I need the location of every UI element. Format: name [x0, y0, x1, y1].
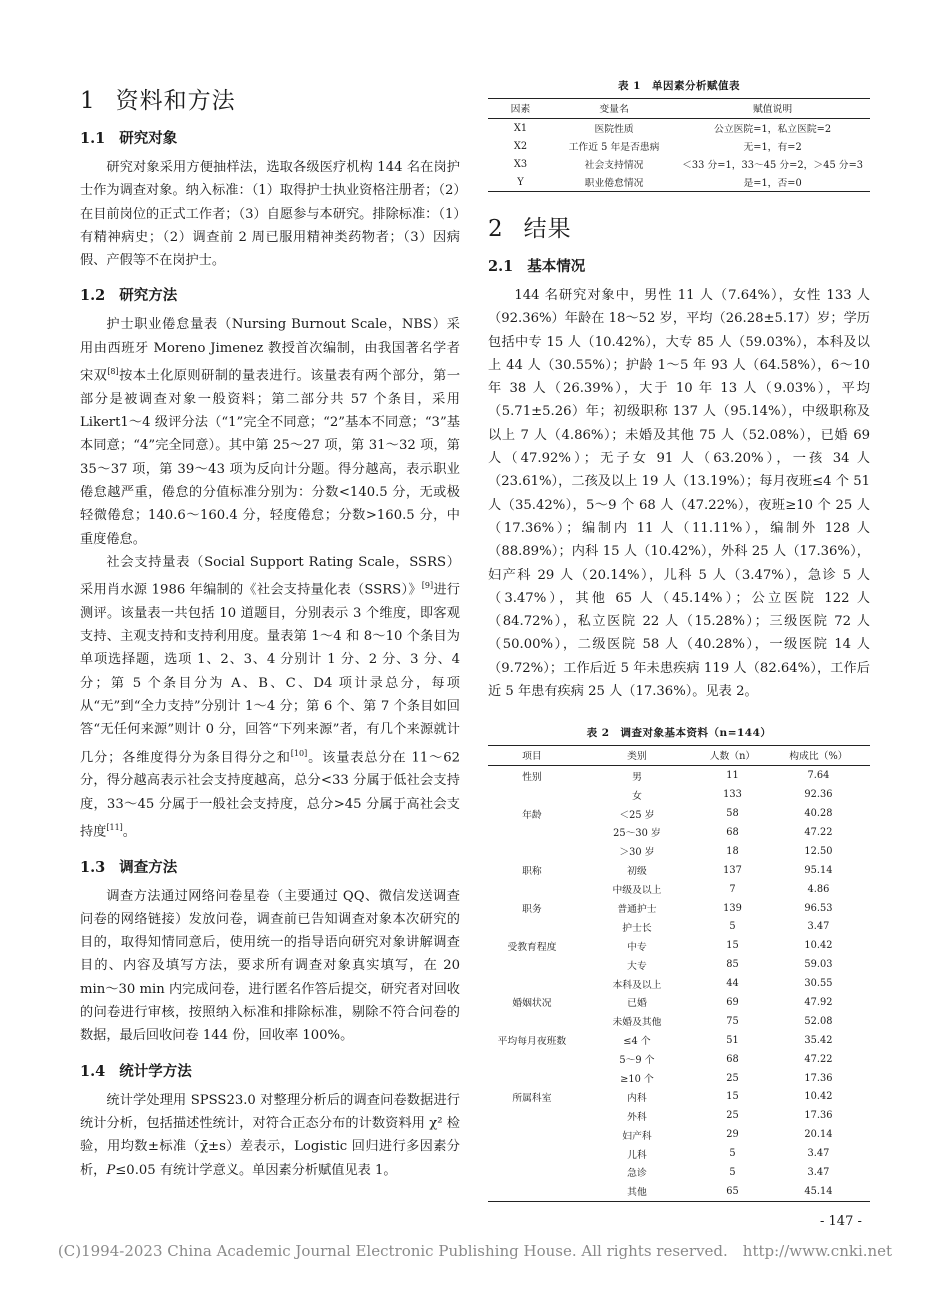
table-cell: 5～9 个 [619, 1055, 655, 1067]
table-cell: 儿科 [627, 1149, 647, 1161]
section-1-4-heading: 1.4 统计学方法 [80, 1062, 192, 1080]
table-1-header: 变量名 [553, 99, 675, 119]
table-cell: 35.42 [804, 1034, 833, 1046]
table-cell: 男 [632, 771, 642, 783]
table-cell: 25 [726, 1110, 739, 1122]
table-2-header: 项目 [488, 746, 576, 766]
table-cell [488, 1069, 576, 1088]
section-1-1-heading: 1.1 研究对象 [80, 130, 178, 147]
table-cell: 85 [726, 959, 739, 971]
table-cell: 初级 [627, 866, 647, 878]
ssrs-paragraph: 社会支持量表（Social Support Rating Scale，SSRS）采用肖水源 1986 年编制的《社会支持量化表（SSRS）》[9]进行测评。该量表一共包括 10 道题目，分别表示 3 个维度，即客观支持、主观支持和支持利用度。量表第 1～4 和 8～10 个条目为单项选择题，选项 1、2、3、4 分别计 1 分、2 分、3 分、4 分；第 5 个条目分为 A、B、C、D4 项计录总分，每项从“无”到“全力支持”分别计 1～4 分；第 6 个、第 7 个条目如回答“无任何来源”则计 0 分，回答“下列来源”者，有几个来源就计几分；各维度得分为条目得分之和[10]。该量表总分在 11～62 分，得分越高表示社会支持度越高，总分<33 分属于低社会支持度，33～45 分属于一般社会支持度，总分>45 分属于高社会支持度[11]。 [80, 554, 460, 840]
table-cell: 68 [726, 1053, 739, 1065]
table-cell: 25～30 岁 [613, 828, 661, 840]
table-cell: 所属科室 [512, 1092, 552, 1104]
table-cell: 本科及以上 [612, 979, 662, 991]
table-cell [488, 974, 576, 993]
table-cell [488, 823, 576, 842]
table-cell: 公立医院=1，私立医院=2 [714, 124, 832, 135]
table-1-header: 因素 [488, 99, 553, 119]
table-cell: 5 [729, 921, 736, 933]
table-2 [488, 745, 870, 1201]
table-cell: 社会支持情况 [584, 160, 644, 171]
table-row [488, 804, 870, 823]
table-cell: 59.03 [804, 959, 833, 971]
table-row [488, 1106, 870, 1125]
table-cell: 5 [729, 1166, 736, 1178]
table-cell: 大专 [627, 960, 647, 972]
section-2-heading: 2 结果 [488, 216, 572, 242]
table-row [488, 119, 870, 138]
table-cell: 12.50 [804, 845, 833, 857]
table-cell: 外科 [627, 1111, 647, 1123]
table-cell: 年龄 [522, 809, 542, 821]
table-cell [488, 1144, 576, 1163]
table-cell: 137 [723, 864, 742, 876]
table-cell: X3 [513, 158, 528, 170]
table-row [488, 1144, 870, 1163]
table-cell: 47.22 [804, 826, 833, 838]
table-cell: 92.36 [804, 789, 833, 801]
table-2-header: 人数（n） [698, 746, 767, 766]
table-cell: X1 [513, 122, 528, 134]
table-cell [488, 955, 576, 974]
copyright-notice: (C)1994-2023 China Academic Journal Electronic Publishing House. All rights reserved. http://www.cnki.net [57, 1242, 893, 1260]
table-row [488, 137, 870, 155]
table-row [488, 861, 870, 880]
table-cell: 婚姻状况 [512, 998, 552, 1010]
table-cell: 内科 [627, 1092, 647, 1104]
table-1 [488, 98, 870, 192]
table-cell: 44 [726, 978, 739, 990]
table-cell: 平均每月夜班数 [497, 1036, 567, 1048]
table-cell: 其他 [627, 1187, 647, 1199]
table-cell: 普通护士 [617, 904, 657, 916]
table-cell: 58 [726, 808, 739, 820]
table-cell: 47.92 [804, 996, 833, 1008]
table-row [488, 917, 870, 936]
section-2-1-heading: 2.1 基本情况 [488, 258, 586, 275]
table-cell: 17.36 [804, 1110, 833, 1122]
table-row [488, 1012, 870, 1031]
table-cell: 30.55 [804, 978, 833, 990]
table-1-header: 赋值说明 [675, 99, 870, 119]
citation-10: [10] [290, 748, 308, 758]
table-row [488, 993, 870, 1012]
table-row [488, 880, 870, 899]
table-cell: X2 [513, 140, 528, 152]
table-cell: 工作近 5 年是否患病 [568, 142, 660, 153]
table-row [488, 1163, 870, 1182]
table-cell: 3.47 [807, 921, 830, 933]
table-cell: 139 [723, 902, 742, 914]
table-cell: 护士长 [622, 922, 652, 934]
table-cell: 医院性质 [594, 124, 634, 135]
table-cell: 15 [726, 940, 739, 952]
table-cell: 47.22 [804, 1053, 833, 1065]
table-cell: 10.42 [804, 1091, 833, 1103]
table-cell: 75 [726, 1015, 739, 1027]
table-cell: 4.86 [807, 883, 830, 895]
section-2-1-paragraph: 144 名研究对象中，男性 11 人（7.64%），女性 133 人（92.36%）年龄在 18～52 岁，平均（26.28±5.17）岁；学历包括中专 15 人（10.42%），大专 85 人（59.03%），本科及以上 44 人（30.55%）；护龄 1～5 年 93 人（64.58%），6～10 年 38 人（26.39%），大于 10 年 13 人（9.03%），平均（5.71±5.26）年；初级职称 137 人（95.14%），中级职称及以上 7 人（4.86%）；未婚及其他 75 人（52.08%），已婚 69 人（47.92%）；无子女 91 人（63.20%），一孩 34 人（23.61%），二孩及以上 19 人（13.19%）；每月夜班≤4 个 51 人（35.42%），5～9 个 68 人（47.22%），夜班≥10 个 25 人（17.36%）；编制内 11 人（11.11%），编制外 128 人（88.89%）；内科 15 人（10.42%），外科 25 人（17.36%），妇产科 29 人（20.14%），儿科 5 人（3.47%），急诊 5 人（3.47%），其他 65 人（45.14%）；公立医院 122 人（84.72%），私立医院 22 人（15.28%）；三级医院 72 人（50.00%），二级医院 58 人（40.28%），一级医院 14 人（9.72%）；工作后近 5 年未患疾病 119 人（82.64%），工作后近 5 年患有疾病 25 人（17.36%）。见表 2。 [488, 288, 870, 700]
table-cell: 10.42 [804, 940, 833, 952]
section-1-3-heading: 1.3 调查方法 [80, 858, 178, 876]
section-1-1-paragraph: 研究对象采用方便抽样法，选取各级医疗机构 144 名在岗护士作为调查对象。纳入标准：（1）取得护士执业资格注册者；（2）在目前岗位的正式工作者；（3）自愿参与本研究。排除标准：（1）有精神病史；（2）调查前 2 周已服用精神类药物者；（3）因病假、产假等不在岗护士。 [80, 160, 460, 269]
table-2-caption: 表 2 调查对象基本资料（n=144） [586, 727, 772, 740]
table-row [488, 974, 870, 993]
table-cell: 未婚及其他 [612, 1017, 662, 1029]
table-1-caption: 表 1 单因素分析赋值表 [618, 80, 740, 92]
table-row [488, 1069, 870, 1088]
table-cell: 妇产科 [622, 1130, 652, 1142]
table-cell: 29 [726, 1129, 739, 1141]
table-cell: ＞30 岁 [619, 847, 655, 859]
citation-11: [11] [106, 822, 123, 832]
table-cell: 3.47 [807, 1148, 830, 1160]
table-cell [488, 1012, 576, 1031]
table-cell: 3.47 [807, 1166, 830, 1178]
citation-9: [9] [421, 581, 434, 591]
table-cell: 职业倦怠情况 [584, 178, 644, 189]
table-cell: 性别 [522, 771, 542, 783]
table-cell: ＜33 分=1，33～45 分=2，＞45 分=3 [682, 160, 864, 171]
table-cell: 已婚 [627, 998, 647, 1010]
right-column [488, 78, 870, 1202]
table-cell [488, 842, 576, 861]
table-cell: ≥10 个 [620, 1074, 654, 1086]
table-row [488, 936, 870, 955]
table-row [488, 1031, 870, 1050]
table-cell: 女 [632, 790, 642, 802]
table-row [488, 1050, 870, 1069]
table-cell: 45.14 [804, 1185, 833, 1197]
table-cell [488, 880, 576, 899]
table-cell: 5 [729, 1148, 736, 1160]
table-row [488, 155, 870, 173]
table-cell [488, 1106, 576, 1125]
table-row [488, 823, 870, 842]
table-cell [488, 1182, 576, 1201]
table-cell: 11 [726, 770, 739, 782]
table-cell: 96.53 [804, 902, 833, 914]
table-row [488, 785, 870, 804]
page-number: - 147 - [820, 1214, 862, 1229]
table-cell: 52.08 [804, 1015, 833, 1027]
table-cell: 51 [726, 1034, 739, 1046]
table-cell [488, 1050, 576, 1069]
table-row [488, 766, 870, 785]
table-cell: 是=1，否=0 [743, 178, 802, 189]
section-1-2-heading: 1.2 研究方法 [80, 287, 178, 305]
table-row [488, 1182, 870, 1201]
table-cell [488, 1163, 576, 1182]
table-cell: 95.14 [804, 864, 833, 876]
table-cell: 25 [726, 1072, 739, 1084]
table-cell: 急诊 [627, 1168, 647, 1180]
table-cell: 无=1，有=2 [743, 142, 802, 153]
nbs-paragraph: 护士职业倦怠量表（Nursing Burnout Scale，NBS）采用由西班牙 Moreno Jimenez 教授首次编制，由我国著名学者宋双[8]按本土化原则研制的量表进行。该量表有两个部分，第一部分是被调查对象一般资料；第二部分共 57 个条目，采用 Likert1～4 级评分法（“1”完全不同意；“2”基本不同意；“3”基本同意；“4”完全同意）。其中第 25～27 项，第 31～32 项，第 35～37 项，第 39～43 项为反向计分题。得分越高，表示职业倦怠越严重，倦怠的分值标准分别为：分数<140.5 分，无或极轻微倦怠；140.6～160.4 分，轻度倦怠；分数>160.5 分，中重度倦怠。 [80, 317, 461, 547]
table-cell: 7 [729, 883, 736, 895]
section-1-4-paragraph: 统计学处理用 SPSS23.0 对整理分析后的调查问卷数据进行统计分析，包括描述性统计，对符合正态分布的计数资料用 χ² 检验，用均数±标准（χ̄±s）差表示，Logistic 回归进行多因素分析，P≤0.05 有统计学意义。单因素分析赋值见表 1。 [80, 1092, 460, 1178]
table-row [488, 173, 870, 192]
table-cell: 15 [726, 1091, 739, 1103]
table-cell: 中级及以上 [612, 885, 662, 897]
table-cell: 20.14 [804, 1129, 833, 1141]
table-cell [488, 785, 576, 804]
table-cell: 18 [726, 845, 739, 857]
table-row [488, 842, 870, 861]
table-cell: 69 [726, 996, 739, 1008]
table-cell: 17.36 [804, 1072, 833, 1084]
table-row [488, 1087, 870, 1106]
table-cell: 133 [723, 789, 742, 801]
section-1-heading: 1 资料和方法 [80, 88, 236, 114]
table-cell: ＜25 岁 [619, 809, 655, 821]
table-cell: 中专 [627, 941, 647, 953]
table-2-header: 类别 [576, 746, 698, 766]
table-cell: 7.64 [807, 770, 830, 782]
section-1-3-paragraph: 调查方法通过网络问卷星卷（主要通过 QQ、微信发送调查问卷的网络链接）发放问卷，调查前已告知调查对象本次研究的目的，取得知情同意后，使用统一的指导语向研究对象讲解调查目的、内容及填写方法，要求所有调查对象真实填写，在 20 min～30 min 内完成问卷，进行匿名作答后提交，研究者对回收的问卷进行审核，按照纳入标准和排除标准，剔除不符合问卷的数据，最后回收问卷 144 份，回收率 100%。 [80, 888, 460, 1044]
table-cell: 职务 [522, 904, 542, 916]
table-cell: ≤4 个 [623, 1036, 651, 1048]
table-row [488, 955, 870, 974]
table-cell: 受教育程度 [507, 941, 557, 953]
citation-8: [8] [107, 367, 119, 377]
table-cell: 40.28 [804, 808, 833, 820]
table-2-header: 构成比（%） [767, 746, 870, 766]
table-cell: Y [517, 176, 524, 188]
table-row [488, 899, 870, 918]
left-column [80, 78, 460, 1182]
table-cell: 65 [726, 1185, 739, 1197]
table-cell: 职称 [522, 866, 542, 878]
table-cell: 68 [726, 826, 739, 838]
table-row [488, 1125, 870, 1144]
table-cell [488, 1125, 576, 1144]
table-cell [488, 917, 576, 936]
